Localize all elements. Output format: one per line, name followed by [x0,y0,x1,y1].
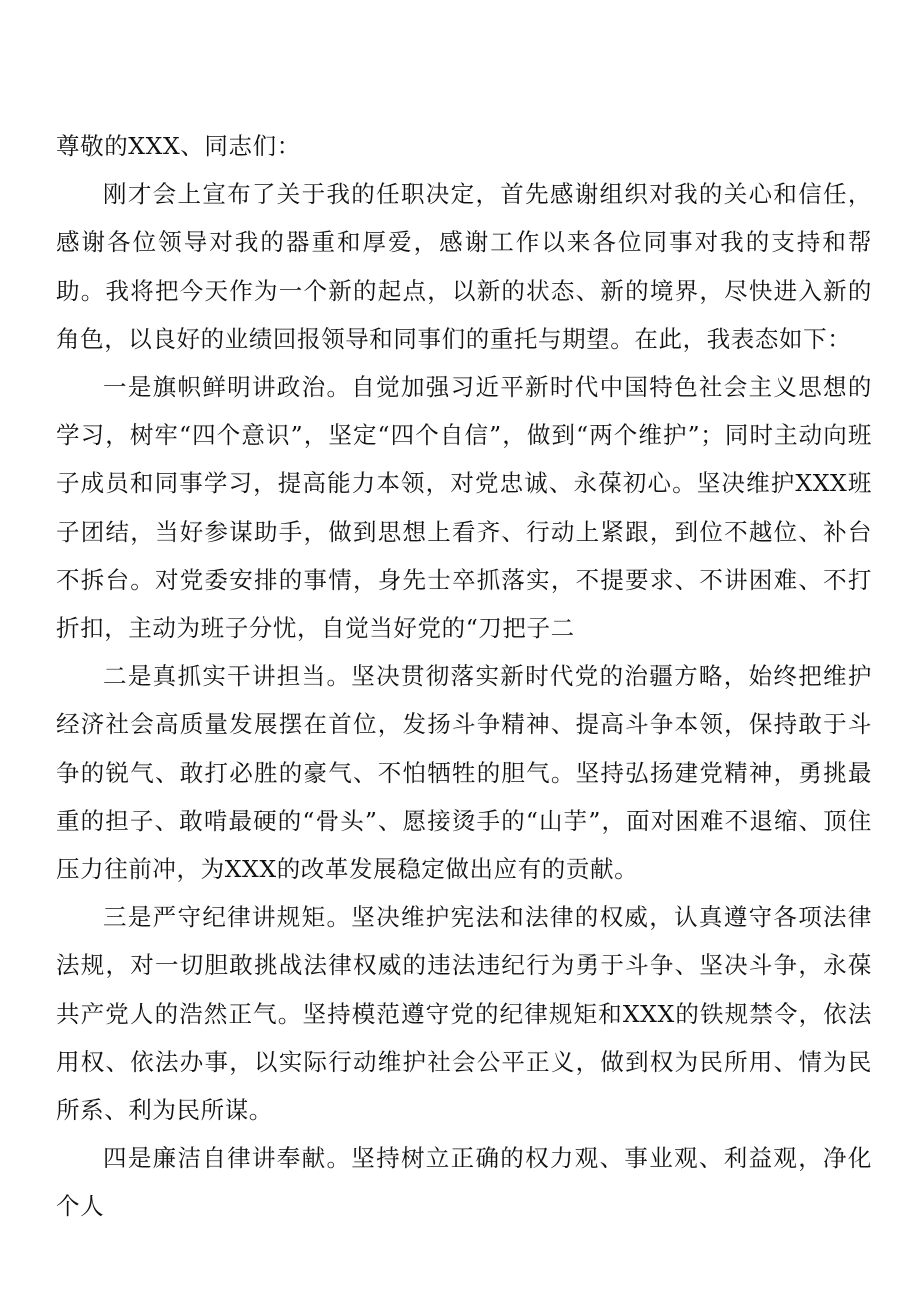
paragraph-responsibility: 二是真抓实干讲担当。坚决贯彻落实新时代党的治疆方略，始终把维护经济社会高质量发展摆在首位，发扬斗争精神、提高斗争本领，保持敢于斗争的锐气、敢打必胜的豪气、不怕牺牲的胆气。坚持弘扬建党精神，勇挑最重的担子、敢啃最硬的“骨头”、愿接烫手的“山芋”，面对困难不退缩、顶住压力往前冲，为XXX的改革发展稳定做出应有的贡献。 [56,662,872,884]
paragraph-integrity: 四是廉洁自律讲奉献。坚持树立正确的权力观、事业观、利益观，净化个人 [56,1144,872,1221]
salutation: 尊敬的XXX、同志们： [56,132,301,160]
document-body [56,122,872,1231]
paragraph-discipline: 三是严守纪律讲规矩。坚决维护宪法和法律的权威，认真遵守各项法律法规，对一切胆敢挑战法律权威的违法违纪行为勇于斗争、坚决斗争，永葆共产党人的浩然正气。坚持模范遵守党的纪律规矩和XXX的铁规禁令，依法用权、依法办事，以实际行动维护社会公平正义，做到权为民所用、情为民所系、利为民所谋。 [56,903,872,1125]
paragraph-opening: 刚才会上宣布了关于我的任职决定，首先感谢组织对我的关心和信任，感谢各位领导对我的器重和厚爱，感谢工作以来各位同事对我的支持和帮助。我将把今天作为一个新的起点，以新的状态、新的境界，尽快进入新的角色，以良好的业绩回报领导和同事们的重托与期望。在此，我表态如下： [56,180,872,353]
paragraph-politics: 一是旗帜鲜明讲政治。自觉加强习近平新时代中国特色社会主义思想的学习，树牢“四个意识”，坚定“四个自信”，做到“两个维护”；同时主动向班子成员和同事学习，提高能力本领，对党忠诚、永葆初心。坚决维护XXX班子团结，当好参谋助手，做到思想上看齐、行动上紧跟，到位不越位、补台不拆台。对党委安排的事情，身先士卒抓落实，不提要求、不讲困难、不打折扣，主动为班子分忧，自觉当好党的“刀把子二 [56,373,872,643]
